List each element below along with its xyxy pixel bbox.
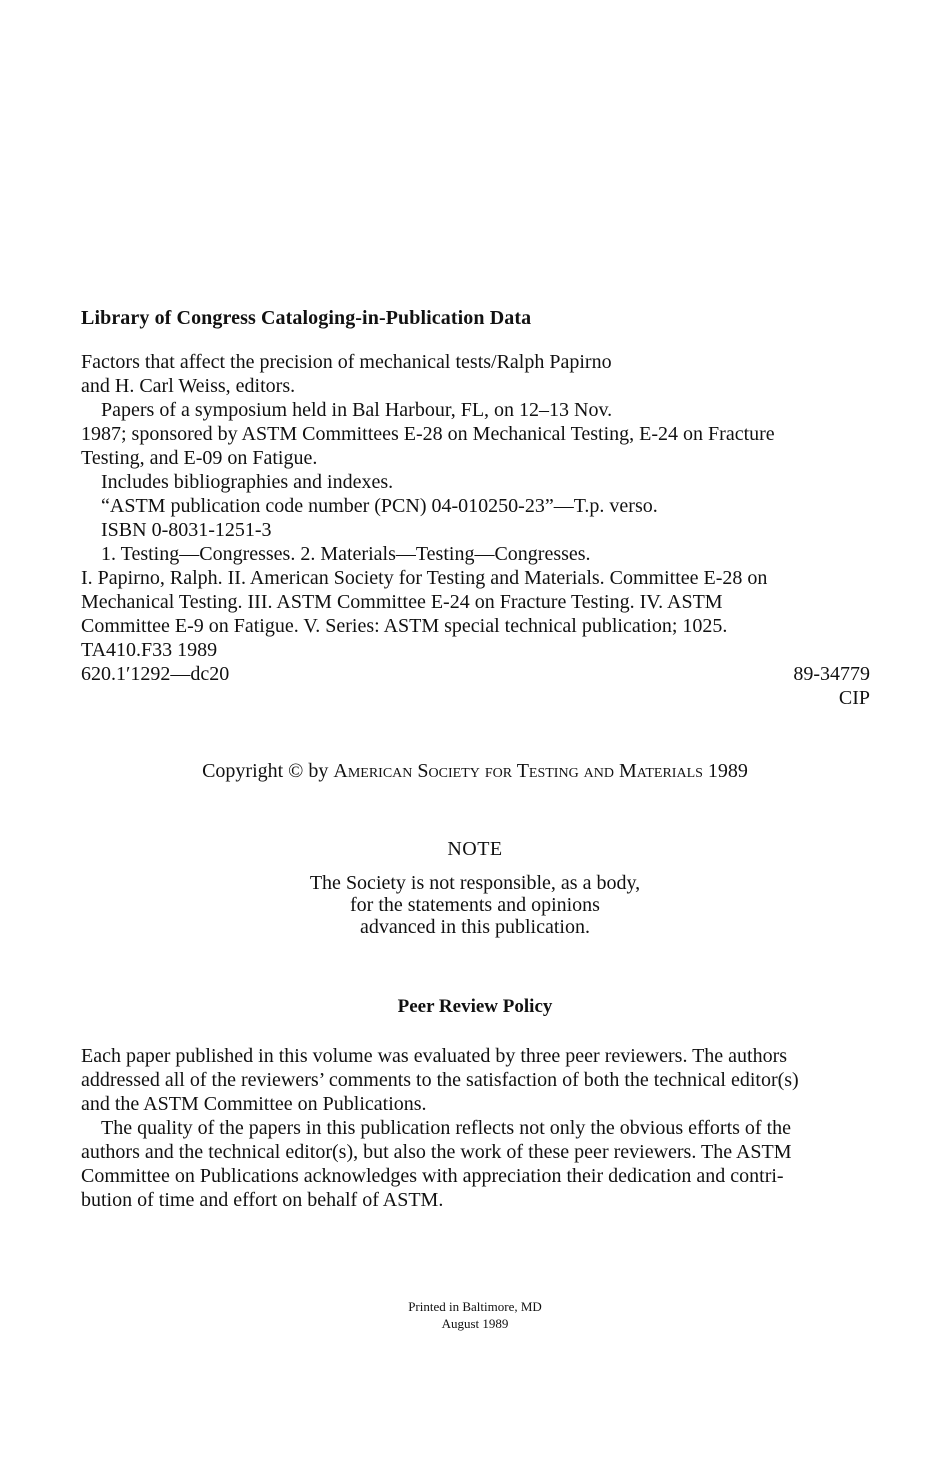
lccn: 89-34779	[793, 663, 870, 685]
cip-line: and H. Carl Weiss, editors.	[81, 375, 296, 397]
note-line: for the statements and opinions	[350, 894, 600, 916]
peer-review-body	[81, 1044, 870, 1212]
peer-review-line: bution of time and effort on behalf of ASTM.	[81, 1189, 444, 1211]
peer-review-line: authors and the technical editor(s), but also the work of these peer reviewers. The ASTM	[81, 1141, 792, 1163]
peer-review-line: addressed all of the reviewers’ comments to the satisfaction of both the technical editor(s)	[81, 1069, 799, 1091]
note-line: advanced in this publication.	[360, 916, 590, 938]
peer-review-heading: Peer Review Policy	[397, 996, 553, 1017]
peer-review-line: and the ASTM Committee on Publications.	[81, 1093, 427, 1115]
copyright-year: 1989	[702, 760, 748, 782]
dewey-classification: 620.1′1292—dc20	[81, 663, 230, 685]
copyright-prefix: Copyright © by	[202, 760, 334, 782]
printed-place: Printed in Baltimore, MD	[408, 1299, 542, 1314]
copyright-notice	[0, 760, 950, 783]
cip-line: ISBN 0-8031-1251-3	[101, 519, 272, 541]
cip-classification-row	[81, 662, 870, 686]
cip-line: Papers of a symposium held in Bal Harbour, FL, on 12–13 Nov.	[101, 399, 613, 421]
cip-line: “ASTM publication code number (PCN) 04-010250-23”—T.p. verso.	[101, 495, 658, 517]
cip-line: I. Papirno, Ralph. II. American Society for Testing and Materials. Committee E-28 on	[81, 567, 768, 589]
cip-line: Testing, and E-09 on Fatigue.	[81, 447, 318, 469]
printed-date: August 1989	[441, 1316, 509, 1331]
printed-info	[0, 1298, 950, 1332]
cip-tag: CIP	[838, 687, 870, 709]
cip-record	[81, 350, 881, 710]
cip-line: Includes bibliographies and indexes.	[101, 471, 394, 493]
peer-review-line: The quality of the papers in this publication reflects not only the obvious efforts of the	[101, 1117, 792, 1139]
note-line: The Society is not responsible, as a body,	[309, 872, 641, 894]
cip-line: 1987; sponsored by ASTM Committees E-28 on Mechanical Testing, E-24 on Fracture	[81, 423, 775, 445]
peer-review-line: Each paper published in this volume was evaluated by three peer reviewers. The authors	[81, 1045, 788, 1067]
copyright-publisher: American Society for Testing and Materials	[333, 760, 703, 782]
cip-line: Committee E-9 on Fatigue. V. Series: ASTM special technical publication; 1025.	[81, 615, 728, 637]
cip-line: 1. Testing—Congresses. 2. Materials—Testing—Congresses.	[101, 543, 591, 565]
peer-review-line: Committee on Publications acknowledges with appreciation their dedication and contri-	[81, 1165, 784, 1187]
cip-line: Mechanical Testing. III. ASTM Committee E-24 on Fracture Testing. IV. ASTM	[81, 591, 723, 613]
cip-line: TA410.F33 1989	[81, 639, 218, 661]
note-section	[0, 838, 950, 938]
note-title: NOTE	[447, 838, 503, 860]
cip-line: Factors that affect the precision of mechanical tests/Ralph Papirno	[81, 351, 612, 373]
cip-heading: Library of Congress Cataloging-in-Publication Data	[81, 307, 532, 329]
